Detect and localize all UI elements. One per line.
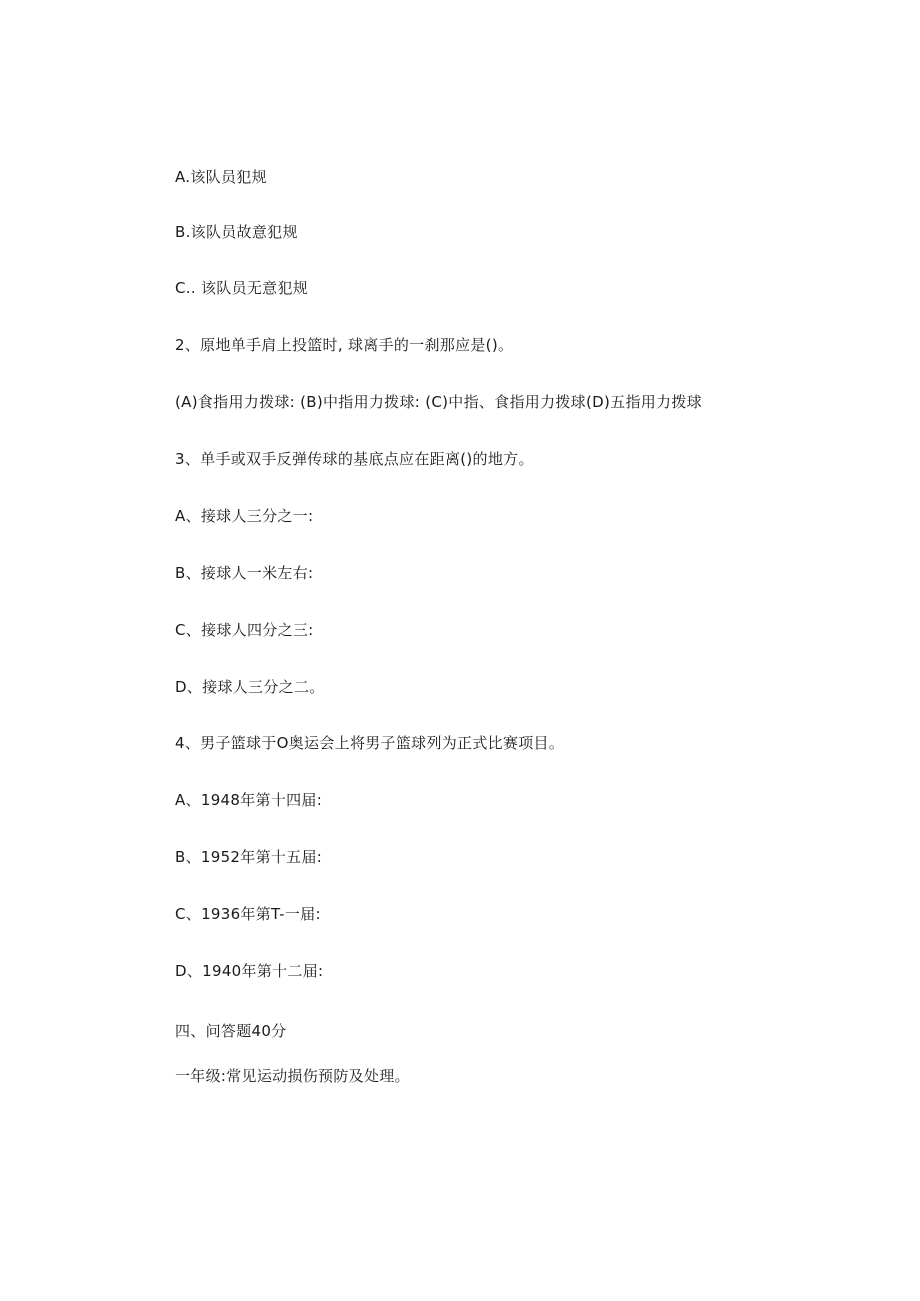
qa-question-grade-one: 一年级:常见运动损伤预防及处理。 [175, 1067, 410, 1085]
question-4-option-d: D、1940年第十二届: [175, 962, 324, 980]
question-3-option-c: C、接球人四分之三: [175, 621, 314, 639]
option-a-foul: A.该队员犯规 [175, 168, 267, 186]
question-3-option-d: D、接球人三分之二。 [175, 678, 325, 696]
option-c-unintentional-foul: C.. 该队员无意犯规 [175, 279, 309, 297]
question-4-option-c: C、1936年第T-一届: [175, 905, 321, 923]
section-heading-qa: 四、问答题40分 [175, 1022, 287, 1040]
question-4-option-b: B、1952年第十五届: [175, 848, 323, 866]
option-b-intentional-foul: B.该队员故意犯规 [175, 223, 298, 241]
question-4-option-a: A、1948年第十四届: [175, 791, 323, 809]
question-2-options: (A)食指用力拨球: (B)中指用力拨球: (C)中指、食指用力拨球(D)五指用力拨球 [175, 393, 702, 411]
question-3: 3、单手或双手反弹传球的基底点应在距离()的地方。 [175, 450, 534, 468]
question-4: 4、男子篮球于O奥运会上将男子篮球列为正式比赛项目。 [175, 734, 565, 752]
question-2: 2、原地单手肩上投篮时, 球离手的一刹那应是()。 [175, 336, 514, 354]
question-3-option-a: A、接球人三分之一: [175, 507, 314, 525]
question-3-option-b: B、接球人一米左右: [175, 564, 314, 582]
